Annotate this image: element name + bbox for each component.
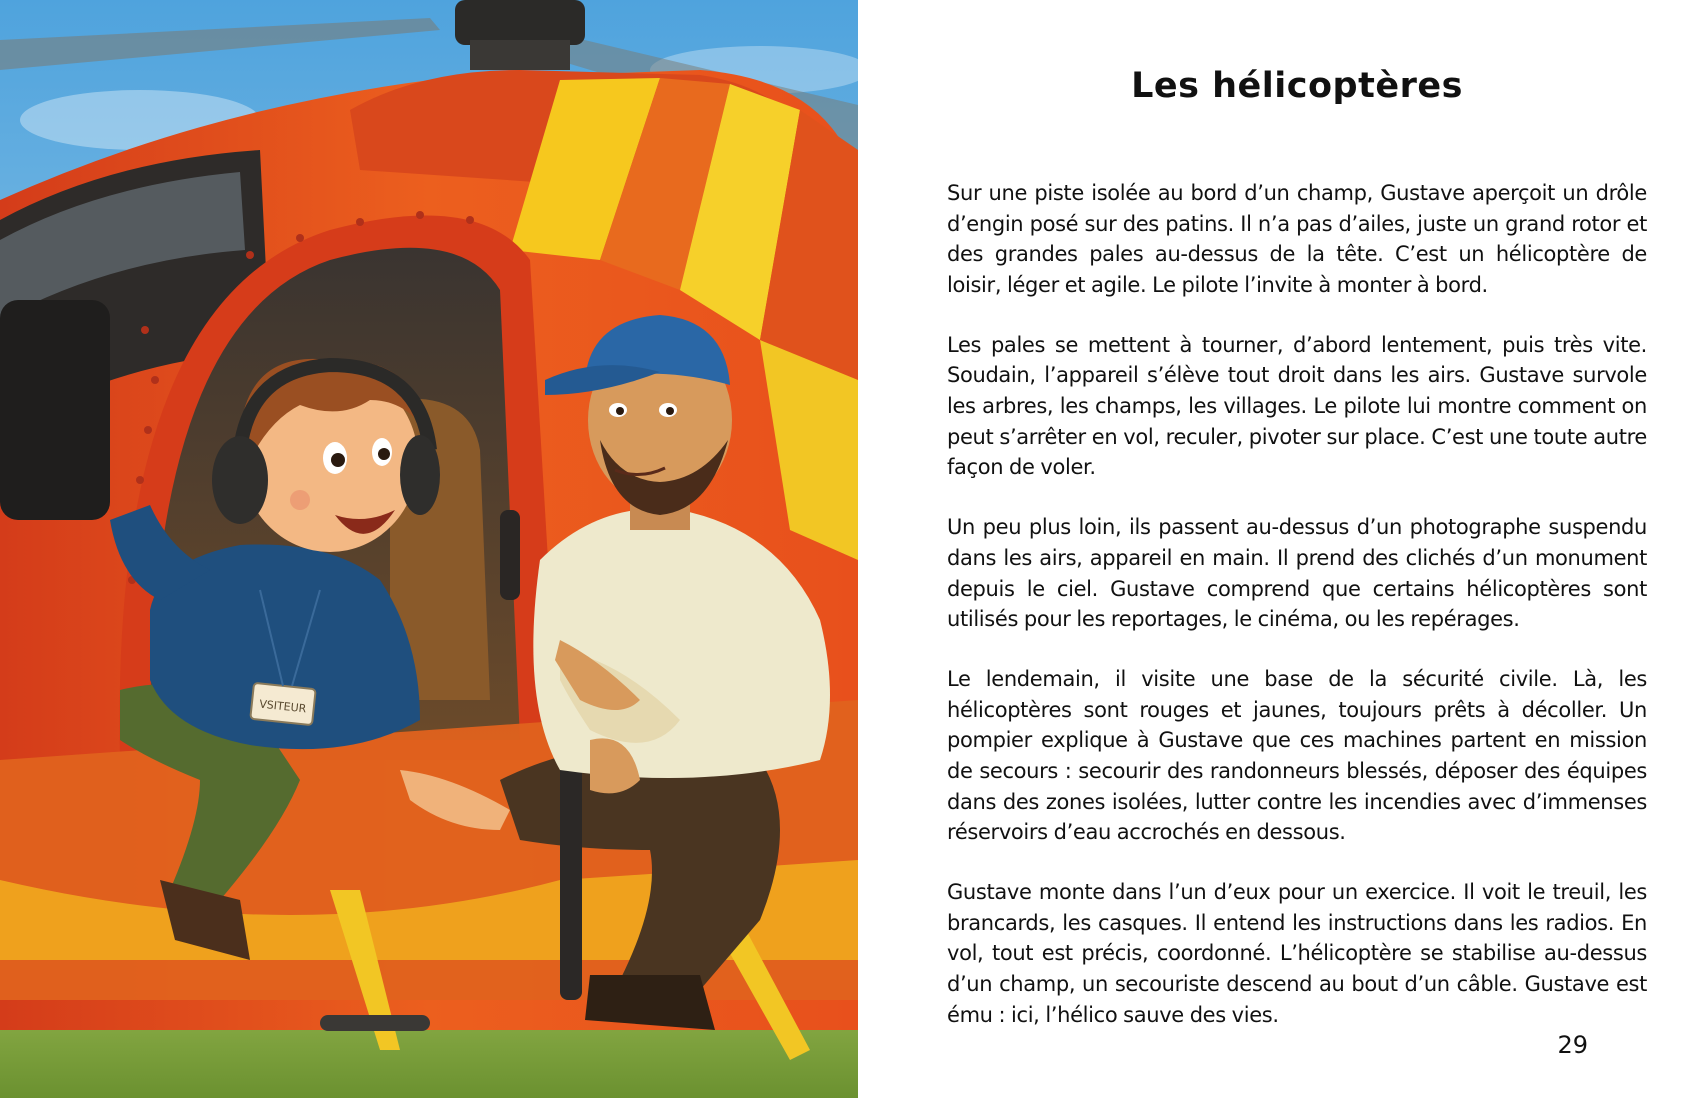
paragraph-3: Un peu plus loin, ils passent au-dessus d’un photographe suspendu dans les airs, appareil en main. Il prend des clichés d’un monument depuis le ciel. Gustave comprend que certains hélicoptères sont utilisés pour les reportages, le cinéma, ou les repérages. [947, 515, 1647, 632]
skid [320, 1015, 430, 1031]
paragraph-1: Sur une piste isolée au bord d’un champ, Gustave aperçoit un drôle d’engin posé sur des patins. Il n’a pas d’ailes, juste un grand rotor et des grandes pales au-dessus de la tête. C’est un hélicoptère de loisir, léger et agile. Le pilote l’invite à monter à bord. [947, 181, 1647, 297]
control-stick [560, 760, 582, 1000]
visitor-badge-text: VSITEUR [258, 697, 307, 716]
page-title: Les hélicoptères [1131, 66, 1463, 106]
headphones-right-icon [400, 435, 440, 515]
page-number: 29 [1557, 1031, 1588, 1059]
paragraph-2: Les pales se mettent à tourner, d’abord lentement, puis très vite. Soudain, l’appareil s’élève tout droit dans les airs. Gustave survole les arbres, les champs, les villages. Le pilote lui montre comment on peut s’arrêter en vol, reculer, pivoter sur place. C’est une toute autre façon de voler. [947, 332, 1647, 480]
door-handle [500, 510, 520, 600]
headphones-left-icon [212, 436, 268, 524]
paragraph-4: Le lendemain, il visite une base de la sécurité civile. Là, les hélicoptères sont rouges et jaunes, toujours prêts à décoller. Un pompier explique à Gustave que ces machines partent en mission de secours : secourir des randonneurs blessés, déposer des équipes dans des zones isolées, lutter contre les incendies avec d’immenses réservoirs d’eau accrochés en dessous. [947, 667, 1647, 845]
paragraph-5: Gustave monte dans l’un d’eux pour un exercice. Il voit le treuil, les brancards, les casques. Il entend les instructions dans les radios. En vol, tout est précis, coordonné. L’hélicoptère se stabilise au-dessus d’un champ, un secouriste descend au bout d’un câble. Gustave est ému : ici, l’hélico sauve des vies. [947, 880, 1647, 1027]
story-text [947, 178, 1647, 1060]
rotor-hub [455, 0, 585, 45]
text-column [947, 0, 1647, 1098]
